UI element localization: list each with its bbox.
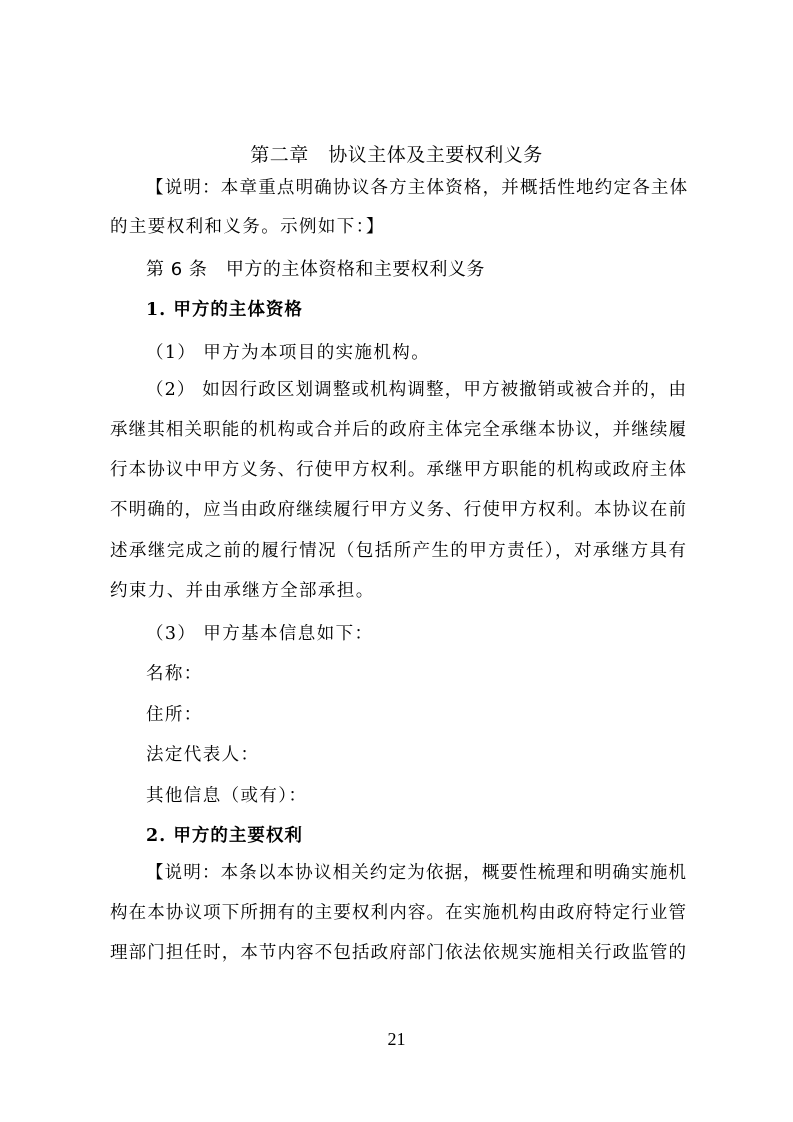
chapter-note-line-1: 【说明：本章重点明确协议各方主体资格，并概括性地约定各主体 [146, 178, 689, 198]
field-name-label: 名称： [146, 664, 203, 684]
item-3-text: （3） 甲方基本信息如下： [146, 624, 374, 644]
field-other-info-label: 其他信息（或有）： [146, 786, 308, 806]
field-address-label: 住所： [146, 705, 203, 725]
item-2-line-5: 述承继完成之前的履行情况（包括所产生的甲方责任），对承继方具有 [110, 541, 686, 561]
section-2-note-line-1: 【说明：本条以本协议相关约定为依据，概要性梳理和明确实施机 [146, 863, 686, 883]
section-2-heading: 2. 甲方的主要权利 [146, 826, 303, 846]
item-2-line-6: 约束力、并由承继方全部承担。 [110, 581, 375, 601]
chapter-note-line-2: 的主要权利和义务。示例如下：】 [110, 217, 385, 237]
item-2-line-2: 承继其相关职能的机构或合并后的政府主体完全承继本协议，并继续履 [110, 420, 686, 440]
item-2-line-3: 行本协议中甲方义务、行使甲方权利。承继甲方职能的机构或政府主体 [110, 460, 686, 480]
page-number: 21 [387, 1029, 406, 1049]
item-2-line-1: （2） 如因行政区划调整或机构调整，甲方被撤销或被合并的，由 [146, 380, 686, 400]
item-2-line-4: 不明确的，应当由政府继续履行甲方义务、行使甲方权利。本协议在前 [110, 500, 686, 520]
section-2-note-line-3: 理部门担任时，本节内容不包括政府部门依法依规实施相关行政监管的 [110, 943, 686, 963]
item-1-text: （1） 甲方为本项目的实施机构。 [146, 343, 431, 363]
article-6-heading: 第 6 条 甲方的主体资格和主要权利义务 [146, 259, 485, 280]
field-legal-rep-label: 法定代表人： [146, 745, 260, 765]
section-1-heading: 1. 甲方的主体资格 [146, 300, 303, 320]
chapter-title: 第二章 协议主体及主要权利义务 [250, 144, 543, 166]
section-2-note-line-2: 构在本协议项下所拥有的主要权利内容。在实施机构由政府特定行业管 [110, 903, 686, 923]
